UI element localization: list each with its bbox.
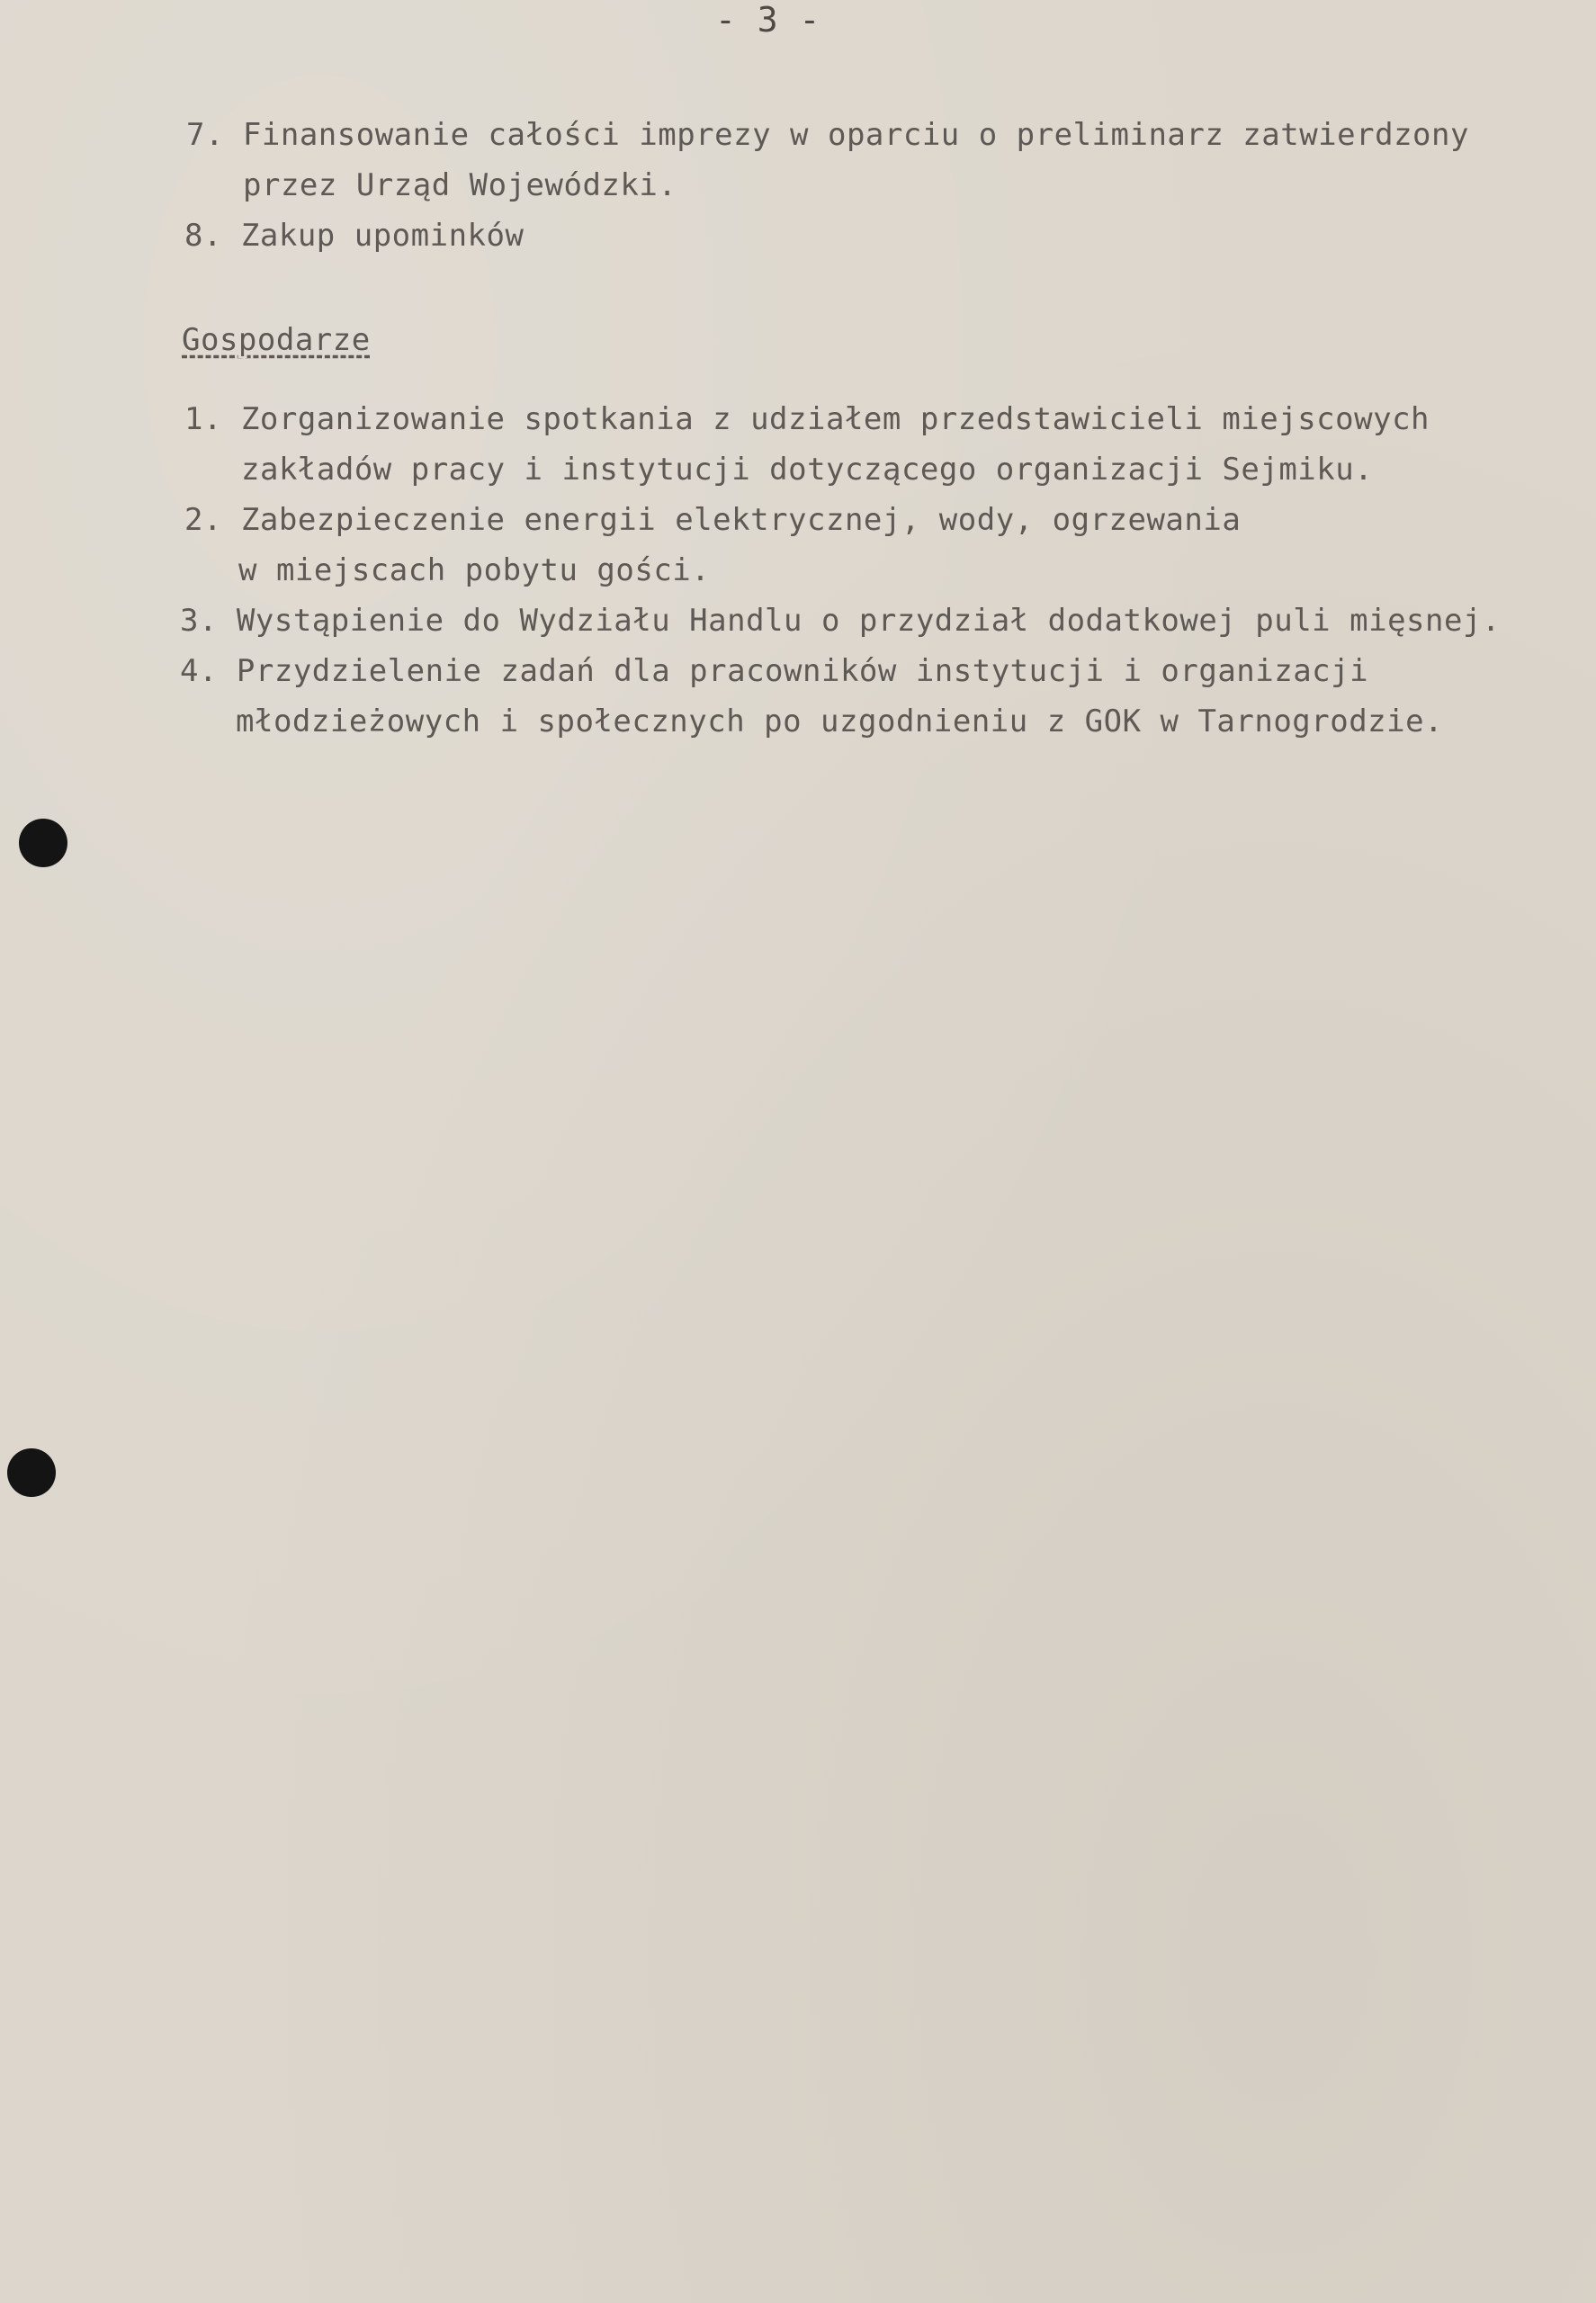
section-heading: Gospodarze — [182, 322, 371, 358]
list-item-1-continuation: zakładów pracy i instytucji dotyczącego organizacji Sejmiku. — [241, 452, 1374, 488]
punch-hole — [7, 1448, 56, 1497]
list-item-2-continuation: w miejscach pobytu gości. — [238, 552, 711, 588]
page-number: - 3 - — [715, 0, 820, 40]
list-item-1: 1. Zorganizowanie spotkania z udziałem przedstawicieli miejscowych — [184, 401, 1430, 437]
list-item-7: 7. Finansowanie całości imprezy w oparciu o preliminarz zatwierdzony — [186, 117, 1469, 153]
list-item-7-continuation: przez Urząd Wojewódzki. — [243, 167, 677, 203]
list-item-4-continuation: młodzieżowych i społecznych po uzgodnieniu z GOK w Tarnogrodzie. — [236, 703, 1444, 739]
list-item-3: 3. Wystąpienie do Wydziału Handlu o przydział dodatkowej puli mięsnej. — [180, 603, 1501, 639]
list-item-8: 8. Zakup upominków — [184, 218, 525, 254]
punch-hole — [19, 819, 67, 867]
list-item-2: 2. Zabezpieczenie energii elektrycznej, wody, ogrzewania — [184, 502, 1242, 538]
list-item-4: 4. Przydzielenie zadań dla pracowników instytucji i organizacji — [180, 653, 1369, 689]
